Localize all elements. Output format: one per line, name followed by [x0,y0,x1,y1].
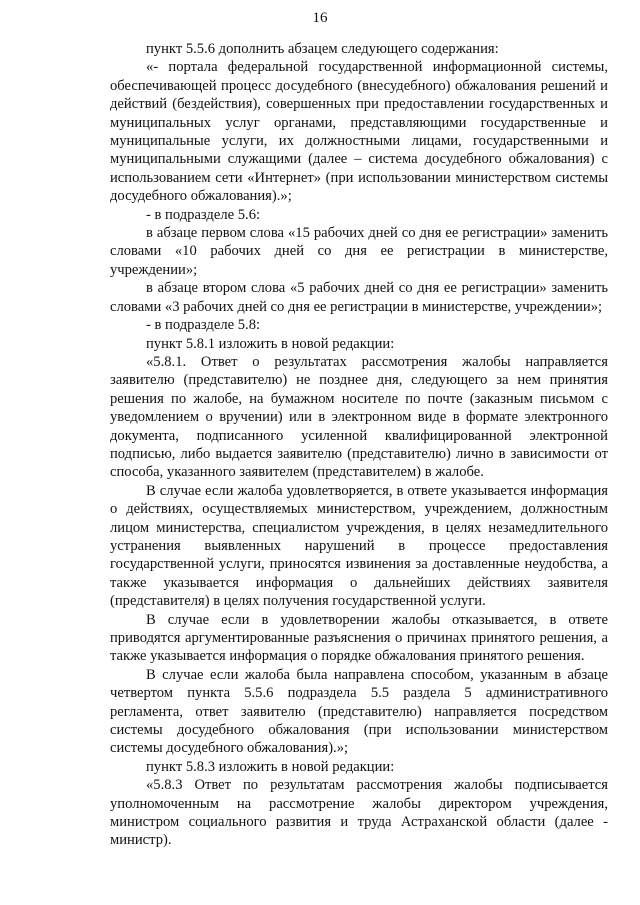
paragraph: пункт 5.8.1 изложить в новой редакции: [146,335,395,352]
paragraph: «5.8.3 Ответ по результатам рассмотрения жалобы подписывается уполномоченным на рассмотрение жалобы директором учреждения, министром социального развития и труда Астраханской области (далее - министр). [110,777,608,849]
page-number: 16 [312,10,328,26]
paragraph: «5.8.1. Ответ о результатах рассмотрения жалобы направляется заявителю (представителю) не позднее дня, следующего за нем принятия решения по жалобе, на бумажном носителе по почте (заказным письмом с уведомлением о вручении) или в электронном виде в формате электронного документа, подписанного усиленной квалифицированной электронной подписью, либо выдается заявителю (представителю) лично в зависимости от способа, указанного заявителем (представителем) в жалобе. [110,353,608,481]
paragraph: в абзаце втором слова «5 рабочих дней со дня ее регистрации» заменить словами «3 рабочих дней со дня ее регистрации в министерстве, учреждении»; [110,280,608,315]
paragraph: пункт 5.5.6 дополнить абзацем следующего содержания: [146,41,499,57]
paragraph: В случае если в удовлетворении жалобы отказывается, в ответе приводятся аргументированные разъяснения о причинах принятого решения, а также указывается информация о порядке обжалования принятого решения. [110,611,608,665]
paragraph: «- портала федеральной государственной информационной системы, обеспечивающей процесс досудебного (внесудебного) обжалования решений и действий (бездействия), совершенных при предоставлении государственных и муниципальных услуг органами, представляющими государственные и муниципальные услуги, их должностными лицами, государственными и муниципальными служащими (далее – система досудебного обжалования) с использованием сети «Интернет» (при использовании министерством системы досудебного обжалования).»; [110,59,608,205]
paragraph: - в подразделе 5.6: [146,206,261,223]
paragraph: - в подразделе 5.8: [146,317,261,334]
paragraph: В случае если жалоба была направлена способом, указанным в абзаце четвертом пункта 5.5.6 подраздела 5.5 раздела 5 административного регламента, ответ заявителю (представителю) направляется посредством системы досудебного обжалования (при использовании министерством системы досудебного обжалования).»; [110,666,608,757]
paragraph: пункт 5.8.3 изложить в новой редакции: [146,758,395,775]
paragraph: в абзаце первом слова «15 рабочих дней со дня ее регистрации» заменить словами «10 рабочих дней со дня ее регистрации в министерстве, учреждении»; [110,225,608,278]
document-body [110,40,608,850]
paragraph: В случае если жалоба удовлетворяется, в ответе указывается информация о действиях, осуществляемых министерством, учреждением, должностным лицом министерства, специалистом учреждения, в целях незамедлительного устранения выявленных нарушений в процессе предоставления государственной услуги, приносятся извинения за доставленные неудобства, а также указывается информация о дальнейших действиях заявителя (представителя) в целях получения государственной услуги. [110,482,608,610]
